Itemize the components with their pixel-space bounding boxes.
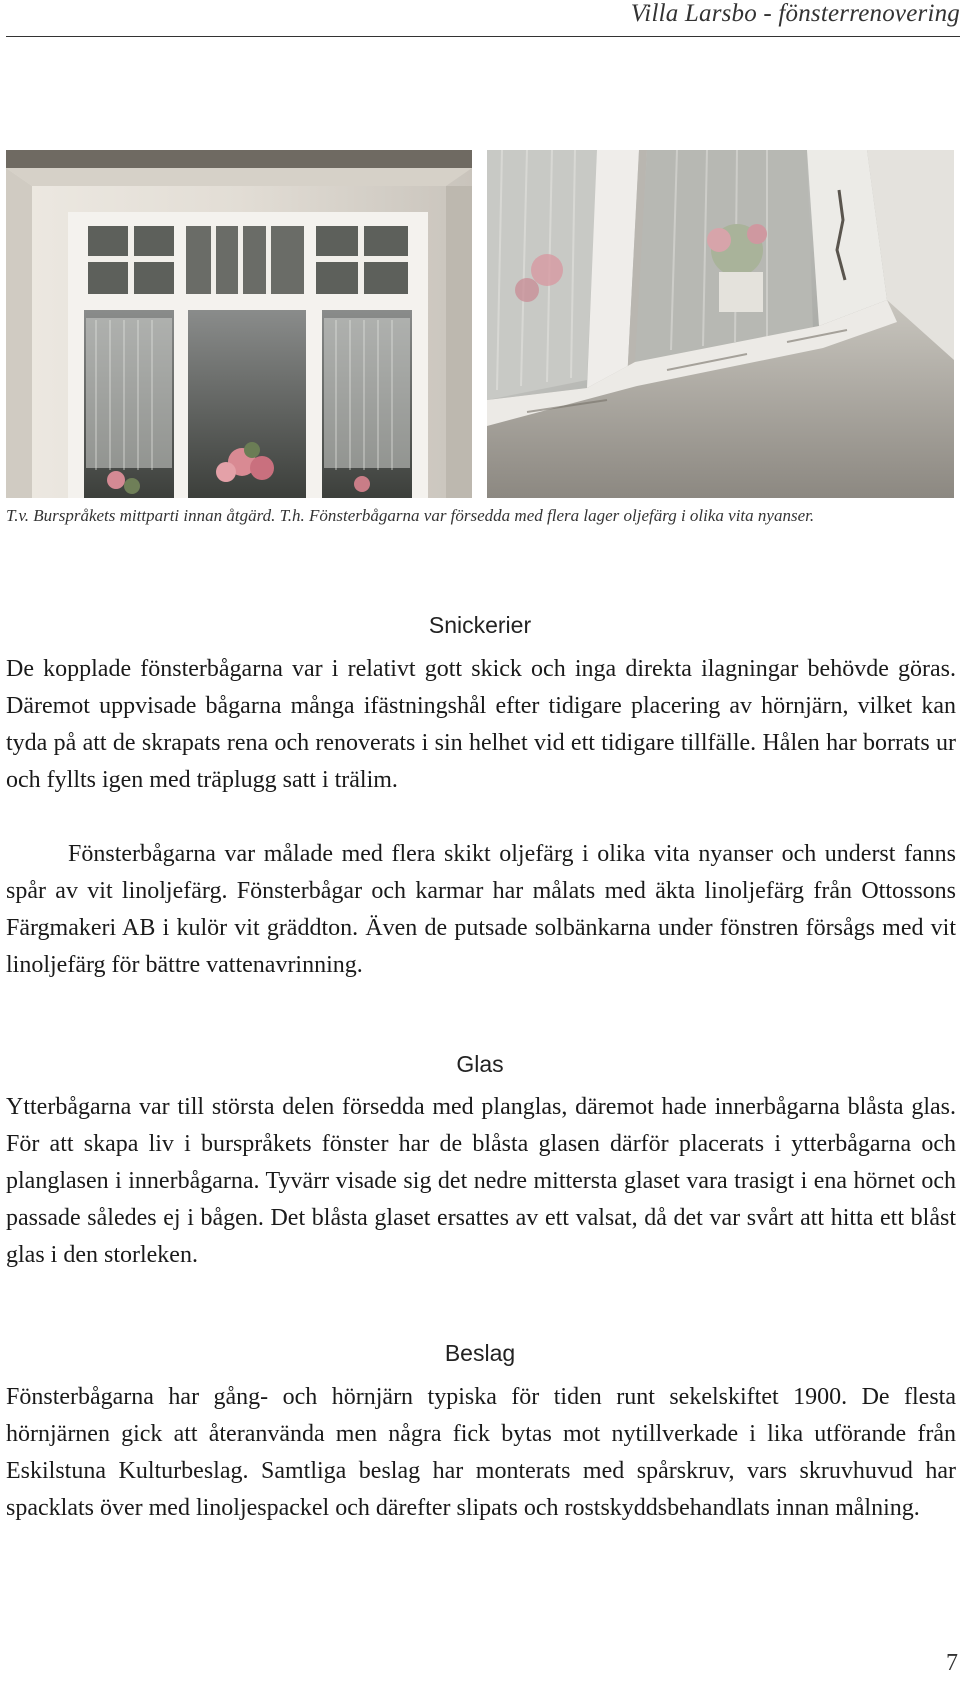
paragraph-beslag: Fönsterbågarna har gång- och hörnjärn typiska för tiden runt sekelskiftet 1900. De flesta hörnjärnen gick att återanvända men några fick bytas mot nytillverkade i lika utförande från Eskilstuna Kulturbeslag. Samtliga beslag har monterats med spårskruv, vars skruvhuvud har spacklats över med linoljespackel och därefter slipats och rostskyddsbehandlats innan målning. bbox=[6, 1384, 956, 1521]
paragraph-snickerier-1: De kopplade fönsterbågarna var i relativt gott skick och inga direkta ilagningar behövde göras. Däremot uppvisade bågarna många ifästningshål efter tidigare placering av hörnjärn, vilket kan tyda på att de skrapats rena och renoverats i sin helhet vid ett tidigare tillfälle. Hålen har borrats ur och fyllts igen med träplugg satt i trälim. bbox=[6, 656, 956, 793]
window-photo-right bbox=[487, 150, 954, 498]
heading-beslag: Beslag bbox=[444, 1340, 516, 1366]
photo-caption: T.v. Burspråkets mittparti innan åtgärd. T.h. Fönsterbågarna var försedda med flera lager oljefärg i olika vita nyanser. bbox=[6, 506, 815, 525]
heading-glas: Glas bbox=[456, 1051, 504, 1077]
paragraph-snickerier-2: Fönsterbågarna var målade med flera skikt oljefärg i olika vita nyanser och underst fanns spår av vit linoljefärg. Fönsterbågar och karmar har målats med äkta linoljefärg från Ottossons Färgmakeri AB i kulör vit gräddton. Även de putsade solbänkarna under fönstren försågs med vit linoljefärg för bättre vattenavrinning. bbox=[6, 841, 956, 978]
page-header bbox=[6, 0, 960, 37]
page-number: 7 bbox=[946, 1650, 958, 1676]
heading-snickerier: Snickerier bbox=[428, 612, 532, 638]
document-title: Villa Larsbo - fönsterrenovering bbox=[630, 0, 960, 27]
paragraph-glas: Ytterbågarna var till största delen försedda med planglas, däremot hade innerbågarna blåsta glas. För att skapa liv i burspråkets fönster har de blåsta glasen därför placerats i ytterbågarna och planglasen i innerbågarna. Tyvärr visade sig det nedre mittersta glaset vara trasigt i ena hörnet och passade således ej i bågen. Det blåsta glaset ersattes av ett valsat, då det var svårt att hitta ett blåst glas i den storleken. bbox=[6, 1094, 956, 1268]
window-photo-left bbox=[6, 150, 472, 498]
